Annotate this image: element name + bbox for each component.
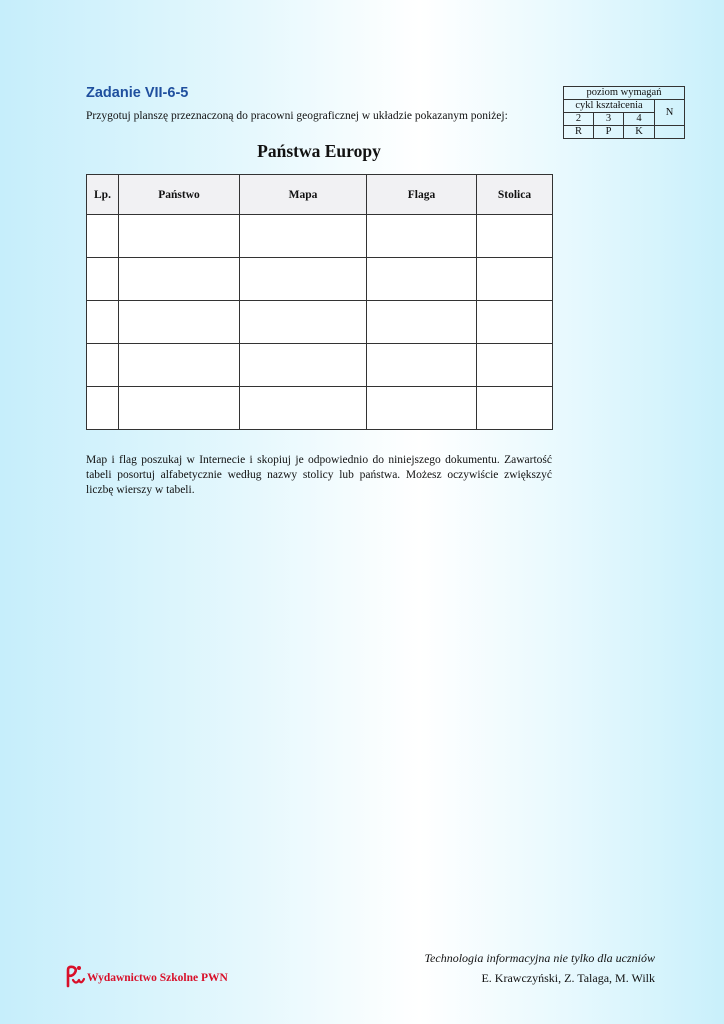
table-row bbox=[87, 258, 553, 301]
footer-authors: E. Krawczyński, Z. Talaga, M. Wilk bbox=[481, 971, 655, 985]
table-cell[interactable] bbox=[367, 344, 477, 387]
task-description: Przygotuj planszę przeznaczoną do pracowni geograficznej w układzie pokazanym poniżej: bbox=[86, 110, 508, 122]
cycle-label: cykl kształcenia bbox=[564, 100, 655, 113]
level-empty-cell bbox=[655, 126, 685, 139]
table-header-row bbox=[87, 175, 553, 215]
table-row bbox=[87, 344, 553, 387]
table-cell[interactable] bbox=[119, 258, 240, 301]
table-cell[interactable] bbox=[367, 258, 477, 301]
table-cell[interactable] bbox=[240, 215, 367, 258]
table-cell[interactable] bbox=[240, 301, 367, 344]
level-k: K bbox=[624, 126, 655, 139]
task-title: Zadanie VII-6-5 bbox=[86, 85, 189, 101]
table-cell[interactable] bbox=[367, 387, 477, 430]
table-row bbox=[87, 301, 553, 344]
table-cell[interactable] bbox=[477, 258, 553, 301]
column-header-map: Mapa bbox=[240, 175, 367, 215]
requirements-header: poziom wymagań bbox=[564, 87, 685, 100]
column-header-country: Państwo bbox=[119, 175, 240, 215]
table-cell[interactable] bbox=[87, 215, 119, 258]
table-cell[interactable] bbox=[119, 344, 240, 387]
sheet-title: Państwa Europy bbox=[257, 141, 381, 161]
table-cell[interactable] bbox=[87, 258, 119, 301]
level-r: R bbox=[564, 126, 594, 139]
column-header-flag: Flaga bbox=[367, 175, 477, 215]
table-cell[interactable] bbox=[240, 258, 367, 301]
table-cell[interactable] bbox=[119, 215, 240, 258]
pwn-logo-icon bbox=[64, 964, 86, 988]
cycle-3: 3 bbox=[594, 113, 624, 126]
table-cell[interactable] bbox=[87, 344, 119, 387]
table-cell[interactable] bbox=[119, 387, 240, 430]
table-cell[interactable] bbox=[87, 301, 119, 344]
instructions-note: Map i flag poszukaj w Internecie i skopiuj je odpowiednio do niniejszego dokumentu. Zawartość tabeli posortuj alfabetycznie według nazwy stolicy lub państwa. Możesz oczywiście zwiększyć liczbę wierszy w tabeli. bbox=[86, 454, 552, 496]
table-cell[interactable] bbox=[367, 301, 477, 344]
table-cell[interactable] bbox=[87, 387, 119, 430]
cycle-4: 4 bbox=[624, 113, 655, 126]
table-row bbox=[87, 387, 553, 430]
footer-series-title: Technologia informacyjna nie tylko dla uczniów bbox=[424, 951, 655, 965]
table-cell[interactable] bbox=[477, 215, 553, 258]
cycle-2: 2 bbox=[564, 113, 594, 126]
table-cell[interactable] bbox=[240, 387, 367, 430]
table-cell[interactable] bbox=[477, 387, 553, 430]
table-cell[interactable] bbox=[367, 215, 477, 258]
column-header-lp: Lp. bbox=[87, 175, 119, 215]
column-header-capital: Stolica bbox=[477, 175, 553, 215]
table-cell[interactable] bbox=[240, 344, 367, 387]
table-cell[interactable] bbox=[477, 301, 553, 344]
table-row bbox=[87, 215, 553, 258]
table-cell[interactable] bbox=[119, 301, 240, 344]
publisher-name: Wydawnictwo Szkolne PWN bbox=[87, 972, 228, 984]
requirements-level-box bbox=[563, 86, 685, 139]
countries-table bbox=[86, 174, 553, 430]
level-n: N bbox=[655, 100, 685, 126]
table-cell[interactable] bbox=[477, 344, 553, 387]
level-p: P bbox=[594, 126, 624, 139]
publisher-brand bbox=[64, 964, 228, 988]
